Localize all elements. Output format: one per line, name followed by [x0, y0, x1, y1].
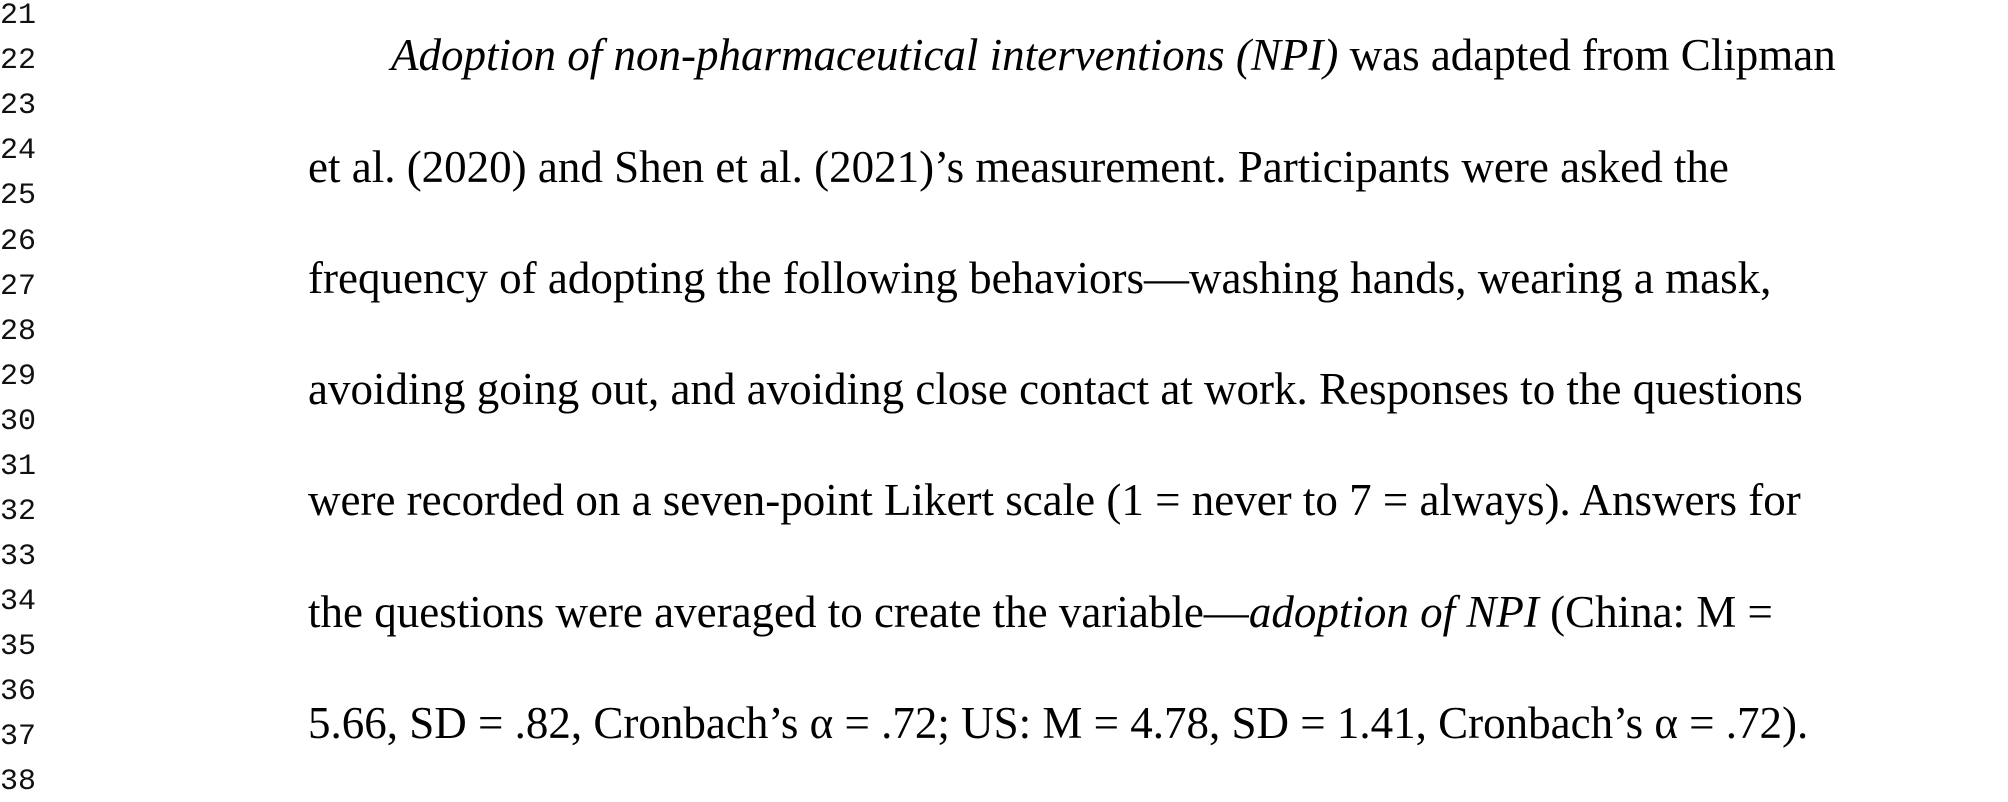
line-number: 30 [0, 405, 37, 439]
line-number: 32 [0, 495, 37, 529]
line-number: 22 [0, 44, 37, 78]
line-number: 38 [0, 765, 37, 799]
line-number: 27 [0, 270, 37, 304]
line-number: 23 [0, 89, 37, 123]
line-number: 33 [0, 540, 37, 574]
paragraph-line-6 [308, 582, 1773, 642]
paragraph-line-1 [391, 25, 1836, 85]
line-number: 26 [0, 225, 37, 259]
line-text: the questions were averaged to create the variable— [308, 587, 1249, 637]
line-number: 34 [0, 585, 37, 619]
line-number: 36 [0, 675, 37, 709]
paragraph-line-5: were recorded on a seven-point Likert scale (1 = never to 7 = always). Answers for [308, 475, 1801, 525]
line-text: was adapted from Clipman [1338, 30, 1836, 80]
line-number: 28 [0, 315, 37, 349]
paragraph-line-2: et al. (2020) and Shen et al. (2021)’s measurement. Participants were asked the [308, 142, 1729, 192]
line-number: 35 [0, 630, 37, 664]
term-italic: Adoption of non-pharmaceutical interventions (NPI) [391, 30, 1339, 80]
line-number: 21 [0, 0, 37, 33]
line-number: 31 [0, 450, 37, 484]
line-number: 24 [0, 134, 37, 168]
line-text: (China: M = [1538, 587, 1773, 637]
paragraph-line-7: 5.66, SD = .82, Cronbach’s α = .72; US: M = 4.78, SD = 1.41, Cronbach’s α = .72). [308, 698, 1809, 748]
paragraph-line-3: frequency of adopting the following behaviors—washing hands, wearing a mask, [308, 253, 1772, 303]
line-number: 29 [0, 360, 37, 394]
line-number: 25 [0, 179, 37, 213]
line-number: 37 [0, 720, 37, 754]
variable-italic: adoption of NPI [1248, 587, 1539, 637]
paragraph-line-4: avoiding going out, and avoiding close contact at work. Responses to the questions [308, 364, 1803, 414]
